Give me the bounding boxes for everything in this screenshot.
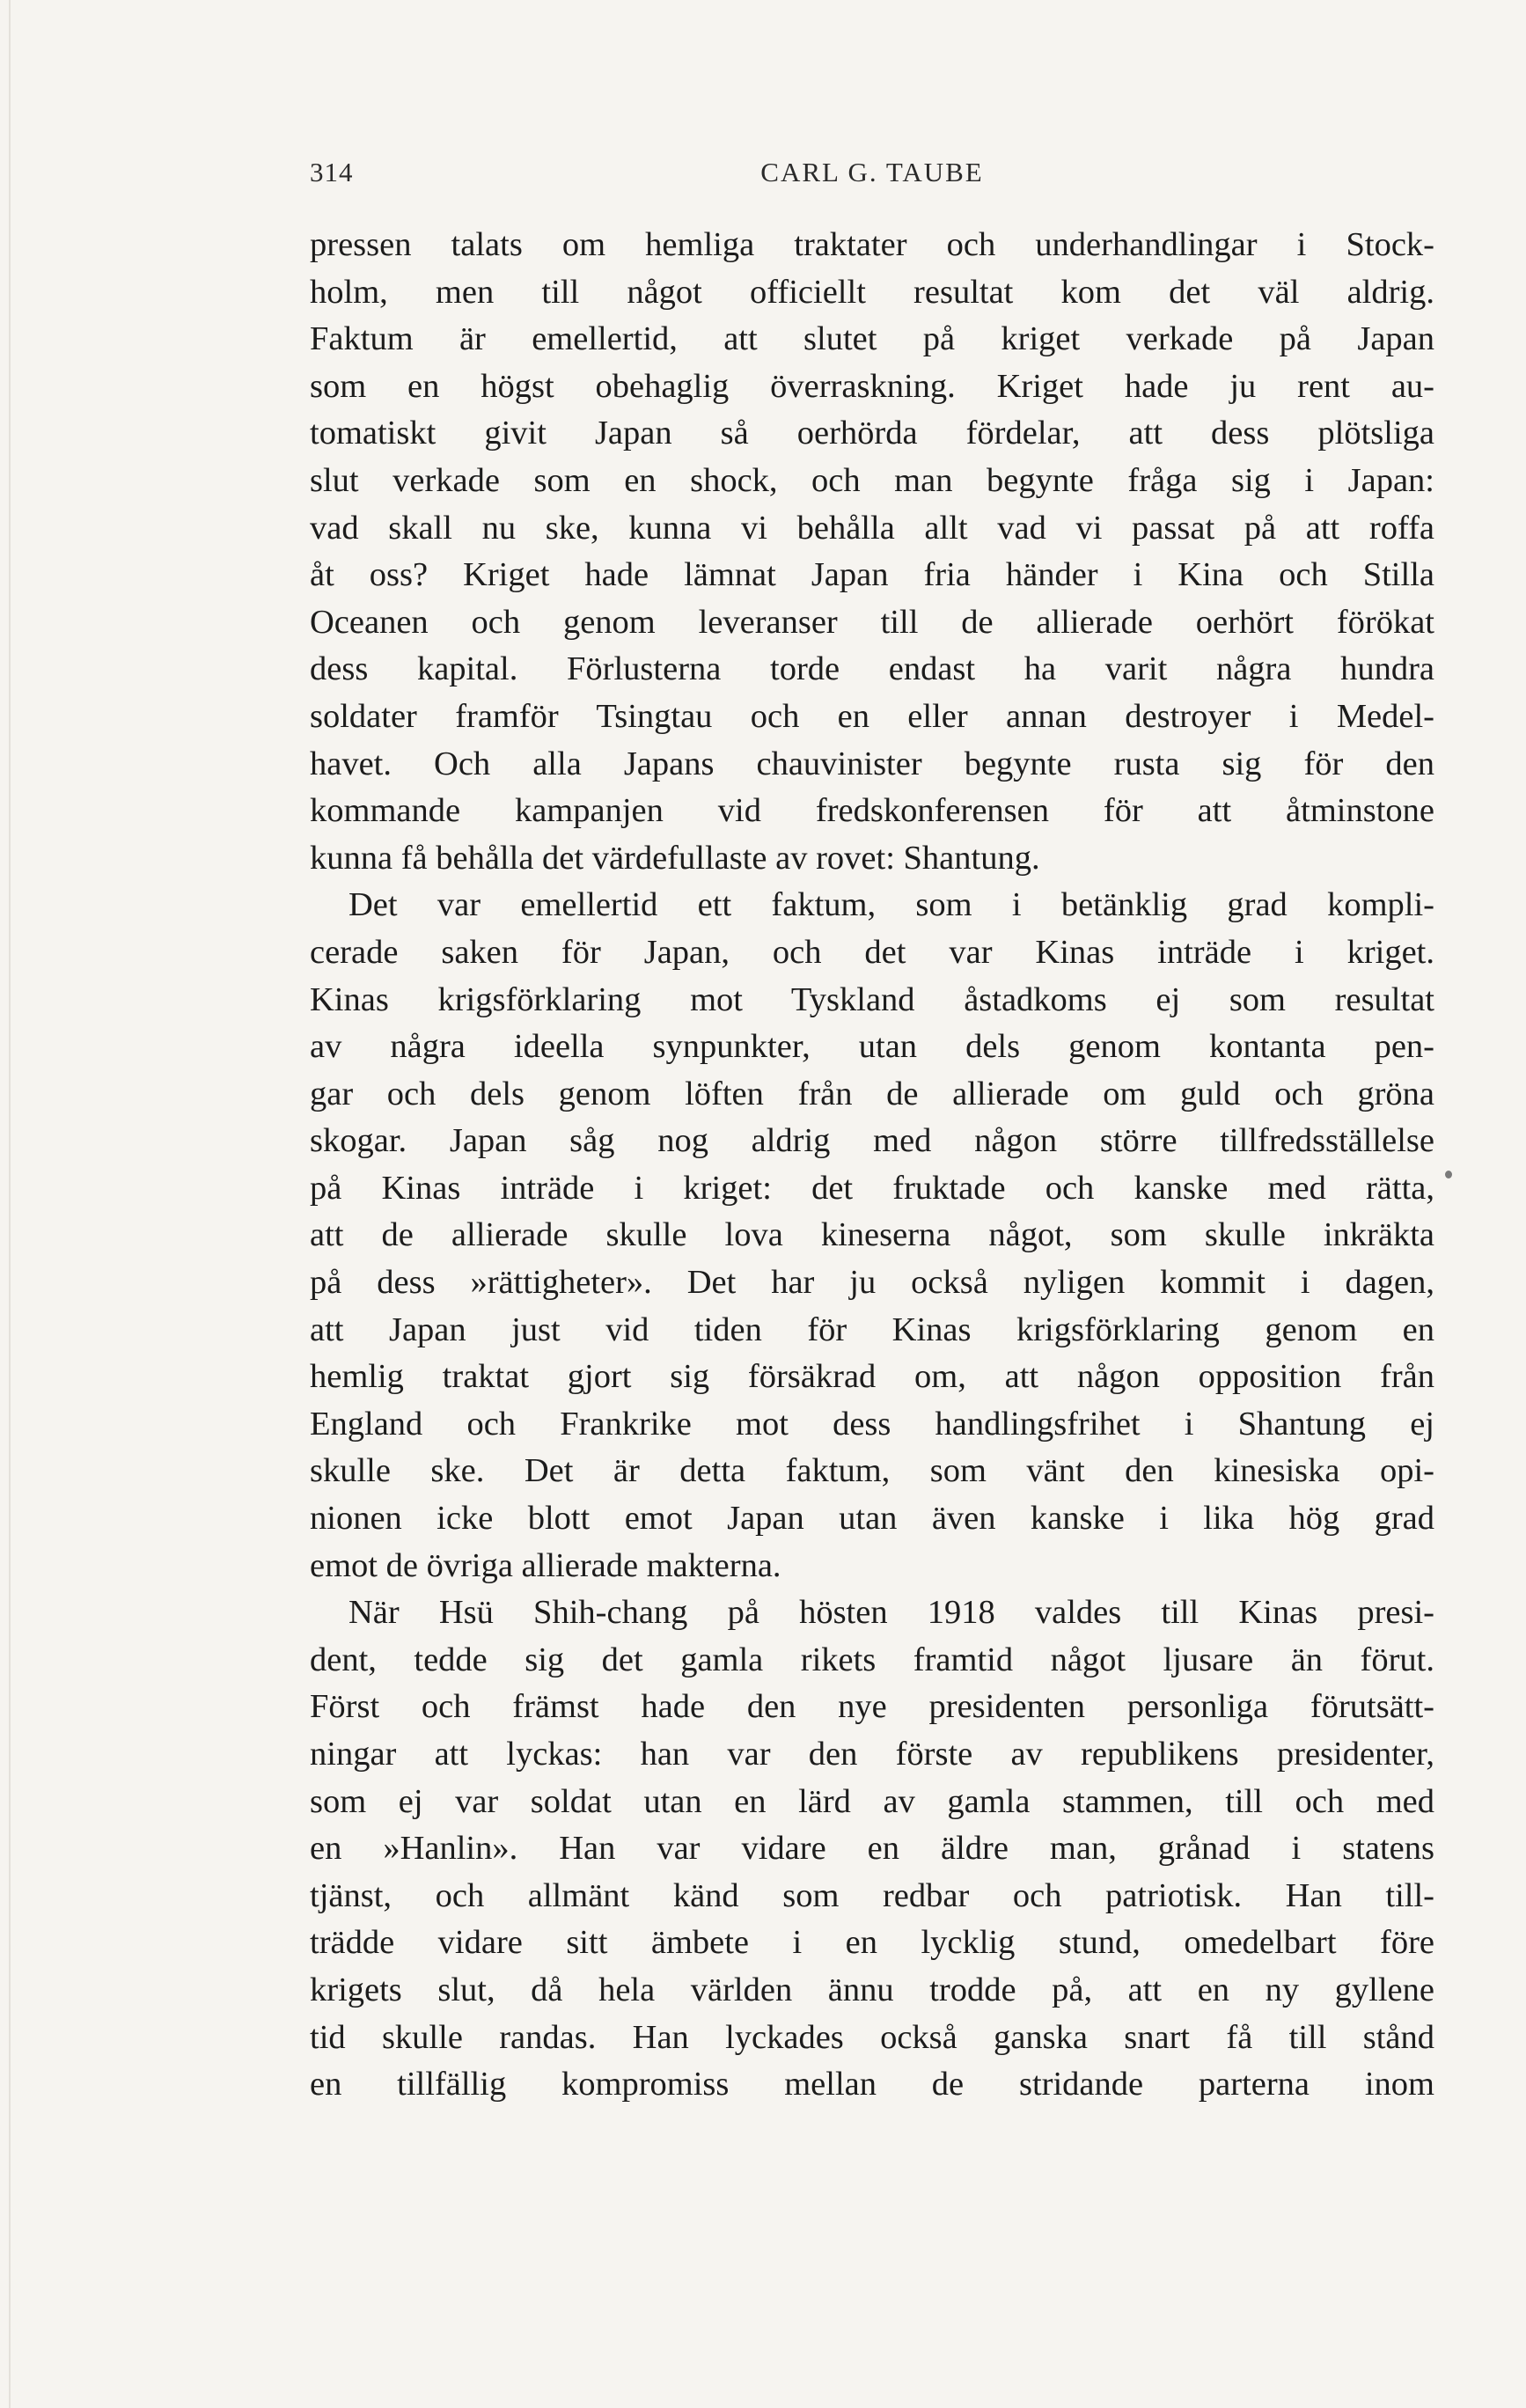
text-line: krigets slut, då hela världen ännu trodde på, att en ny gyllene — [310, 1971, 1434, 2008]
text-line: tomatiskt givit Japan så oerhörda fördelar, att dess plötsliga — [310, 415, 1434, 452]
text-line: cerade saken för Japan, och det var Kinas inträde i kriget. — [310, 933, 1434, 971]
running-head — [310, 157, 1434, 199]
page-edge-shadow — [9, 0, 11, 2408]
text-line: åt oss? Kriget hade lämnat Japan fria händer i Kina och Stilla — [310, 556, 1434, 594]
text-line: Kinas krigsförklaring mot Tyskland åstadkoms ej som resultat — [310, 980, 1434, 1018]
text-line: emot de övriga allierade makterna. — [310, 1546, 781, 1584]
text-line: tjänst, och allmänt känd som redbar och patriotisk. Han till- — [310, 1876, 1434, 1914]
text-line: Faktum är emellertid, att slutet på kriget verkade på Japan — [310, 320, 1434, 358]
text-line: dess kapital. Förlusterna torde endast ha varit några hundra — [310, 650, 1434, 688]
text-line: gar och dels genom löften från de allierade om guld och gröna — [310, 1075, 1434, 1112]
body-text — [310, 222, 1434, 2109]
text-line: holm, men till något officiellt resultat kom det väl aldrig. — [310, 273, 1434, 311]
text-line: vad skall nu ske, kunna vi behålla allt vad vi passat på att roffa — [310, 509, 1434, 547]
text-line: som ej var soldat utan en lärd av gamla stammen, till och med — [310, 1782, 1434, 1820]
page-number: 314 — [310, 157, 354, 187]
text-line: England och Frankrike mot dess handlingsfrihet i Shantung ej — [310, 1405, 1434, 1443]
text-line: att Japan just vid tiden för Kinas krigsförklaring genom en — [310, 1310, 1434, 1348]
text-line: trädde vidare sitt ämbete i en lycklig stund, omedelbart före — [310, 1924, 1434, 1962]
text-line: en tillfällig kompromiss mellan de stridande parterna inom — [310, 2066, 1434, 2103]
text-line: pressen talats om hemliga traktater och underhandlingar i Stock- — [310, 226, 1434, 263]
text-line: dent, tedde sig det gamla rikets framtid något ljusare än förut. — [310, 1641, 1434, 1678]
text-line: nionen icke blott emot Japan utan även kanske i lika hög grad — [310, 1500, 1434, 1538]
text-line: kunna få behålla det värdefullaste av rovet: Shantung. — [310, 839, 1040, 877]
text-line: på dess »rättigheter». Det har ju också nyligen kommit i dagen, — [310, 1264, 1434, 1302]
ink-speck — [1445, 1171, 1452, 1178]
text-line: soldater framför Tsingtau och en eller annan destroyer i Medel- — [310, 697, 1434, 735]
text-line: hemlig traktat gjort sig försäkrad om, att någon opposition från — [310, 1358, 1434, 1396]
text-line: ningar att lyckas: han var den förste av republikens presidenter, — [310, 1736, 1434, 1773]
text-line: havet. Och alla Japans chauvinister begynte rusta sig för den — [310, 745, 1434, 782]
text-line: Det var emellertid ett faktum, som i betänklig grad kompli- — [348, 886, 1434, 924]
text-line: som en högst obehaglig överraskning. Kriget hade ju rent au- — [310, 367, 1434, 405]
text-line: slut verkade som en shock, och man begynte fråga sig i Japan: — [310, 461, 1434, 499]
text-line: på Kinas inträde i kriget: det fruktade och kanske med rätta, — [310, 1169, 1434, 1207]
text-line: skulle ske. Det är detta faktum, som vänt den kinesiska opi- — [310, 1452, 1434, 1490]
text-line: av några ideella synpunkter, utan dels genom kontanta pen- — [310, 1028, 1434, 1066]
text-line: Först och främst hade den nye presidenten personliga förutsätt- — [310, 1688, 1434, 1726]
text-line: kommande kampanjen vid fredskonferensen för att åtminstone — [310, 792, 1434, 830]
text-line: att de allierade skulle lova kineserna något, som skulle inkräkta — [310, 1216, 1434, 1254]
text-line: När Hsü Shih-chang på hösten 1918 valdes till Kinas presi- — [348, 1594, 1434, 1632]
text-line: skogar. Japan såg nog aldrig med någon större tillfredsställelse — [310, 1122, 1434, 1160]
text-line: en »Hanlin». Han var vidare en äldre man, grånad i statens — [310, 1830, 1434, 1868]
text-line: Oceanen och genom leveranser till de allierade oerhört förökat — [310, 603, 1434, 641]
text-line: tid skulle randas. Han lyckades också ganska snart få till stånd — [310, 2018, 1434, 2056]
running-head-author: CARL G. TAUBE — [760, 157, 984, 187]
